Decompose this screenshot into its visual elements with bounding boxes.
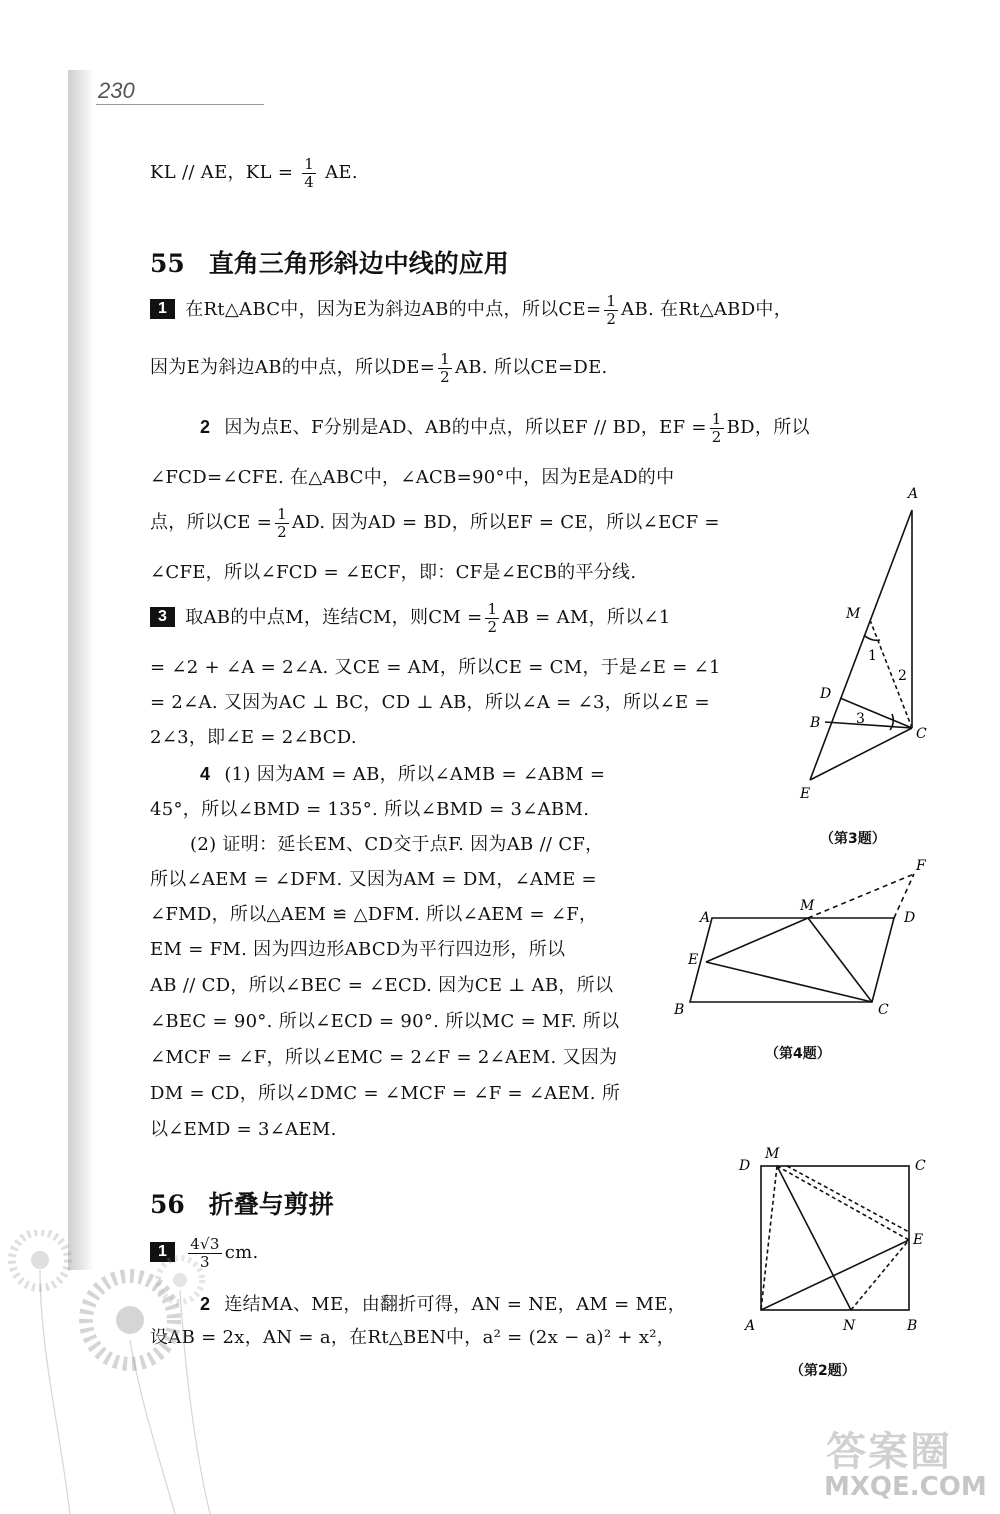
line-N-E xyxy=(851,1240,909,1310)
figure-2-diagram xyxy=(735,1140,935,1340)
fraction-denominator: 2 xyxy=(711,427,722,446)
text-segment: BD，所以 xyxy=(726,417,810,438)
label-D: D xyxy=(739,1158,751,1174)
fraction-denominator: 2 xyxy=(487,617,498,636)
fraction-numerator: 1 xyxy=(304,154,315,173)
answer-4-line-10: DM = CD，所以∠DMC = ∠MCF = ∠F = ∠AEM. 所 xyxy=(150,1083,621,1104)
section-heading: 折叠与剪拼 xyxy=(208,1190,334,1219)
question-badge: 3 xyxy=(150,607,175,627)
figure-3-diagram xyxy=(780,480,960,810)
answer-4-line-4: 所以∠AEM = ∠DFM. 又因为AM = DM，∠AME = xyxy=(150,869,597,890)
text-segment: 取AB的中点M，连结CM，则CM = xyxy=(185,607,483,628)
answer-56-2-line-1 xyxy=(200,1287,686,1322)
question-badge: 1 xyxy=(150,1242,175,1262)
fraction-denominator: 3 xyxy=(200,1252,210,1271)
label-D: D xyxy=(820,686,832,702)
fraction xyxy=(485,601,499,636)
fraction-numerator: 1 xyxy=(487,599,498,618)
fraction xyxy=(275,506,289,541)
answer-4-line-8: ∠BEC = 90°. 所以∠ECD = 90°. 所以MC = MF. 所以 xyxy=(150,1011,620,1032)
answer-4-line-11: 以∠EMD = 3∠AEM. xyxy=(150,1119,337,1140)
answer-3-line-3: = 2∠A. 又因为AC ⊥ BC，CD ⊥ AB，所以∠A = ∠3，所以∠E = xyxy=(150,692,710,713)
page-edge-strip xyxy=(68,70,94,1270)
answer-4-line-1 xyxy=(200,757,605,792)
label-E: E xyxy=(800,786,811,802)
label-B: B xyxy=(907,1318,918,1334)
text-segment: AB. 所以CE=DE. xyxy=(454,357,608,378)
label-angle-3: 3 xyxy=(856,711,865,727)
answer-56-2-line-2: 设AB = 2x，AN = a，在Rt△BEN中，a² = (2x − a)² + x²， xyxy=(150,1327,676,1348)
label-F: F xyxy=(916,858,926,874)
answer-4-line-5: ∠FMD，所以△AEM ≌ △DFM. 所以∠AEM = ∠F， xyxy=(150,904,598,925)
answer-1-line-2 xyxy=(150,350,608,386)
answer-4-line-9: ∠MCF = ∠F，所以∠EMC = 2∠F = 2∠AEM. 又因为 xyxy=(150,1047,618,1068)
answer-4-line-3: (2) 证明：延长EM、CD交于点F. 因为AB // CF， xyxy=(190,834,604,855)
answer-3-line-1 xyxy=(150,600,671,636)
flower-stem xyxy=(180,1290,210,1514)
label-A: A xyxy=(745,1318,756,1334)
label-B: B xyxy=(674,1002,685,1018)
section-number: 56 xyxy=(150,1190,185,1219)
text-segment: AE. xyxy=(325,162,358,183)
section-heading: 直角三角形斜边中线的应用 xyxy=(208,249,509,278)
line-M-F xyxy=(808,874,914,918)
figure-4-caption: （第4题） xyxy=(765,1046,831,1062)
label-M: M xyxy=(846,606,861,622)
text-segment: 在Rt△ABC中，因为E为斜边AB的中点，所以CE= xyxy=(185,299,602,320)
answer-2-line-3 xyxy=(150,505,720,541)
fraction-numerator: 1 xyxy=(277,504,287,523)
header-rule xyxy=(96,104,264,105)
flower-stem xyxy=(40,1270,70,1514)
question-badge: 1 xyxy=(150,299,175,319)
text-segment: (1) 因为AM = AB，所以∠AMB = ∠ABM = xyxy=(224,764,606,785)
answer-3-line-2: = ∠2 + ∠A = 2∠A. 又CE = AM，所以CE = CM，于是∠E = ∠1 xyxy=(150,657,721,678)
text-segment: 点，所以CE = xyxy=(150,512,273,533)
label-C: C xyxy=(916,726,927,742)
section-number: 55 xyxy=(150,249,185,278)
label-D: D xyxy=(904,910,916,926)
label-A: A xyxy=(908,486,919,502)
fraction xyxy=(302,156,316,191)
label-N: N xyxy=(843,1318,856,1334)
fraction-numerator: 1 xyxy=(606,291,617,310)
line-M-A xyxy=(761,1166,777,1310)
fraction-numerator: 1 xyxy=(711,409,722,428)
section-56-title xyxy=(150,1185,334,1221)
fraction xyxy=(438,351,452,386)
label-E: E xyxy=(688,952,699,968)
question-number: 4 xyxy=(200,764,211,784)
fraction-denominator: 2 xyxy=(606,309,617,328)
label-M: M xyxy=(765,1146,780,1162)
answer-4-line-7: AB // CD，所以∠BEC = ∠ECD. 因为CE ⊥ AB，所以 xyxy=(150,975,614,996)
line-A-E xyxy=(810,510,912,780)
answer-2-line-1 xyxy=(200,410,810,446)
label-angle-2: 2 xyxy=(898,668,907,684)
text-segment: AD. 因为AD = BD，所以EF = CE，所以∠ECF = xyxy=(291,512,720,533)
watermark-logo xyxy=(820,1420,995,1510)
fraction-denominator: 2 xyxy=(440,367,450,386)
watermark-title: 答案圈 xyxy=(826,1429,952,1475)
fraction-denominator: 2 xyxy=(277,522,287,541)
answer-4-line-2: 45°，所以∠BMD = 135°. 所以∠BMD = 3∠ABM. xyxy=(150,799,590,820)
flower-stem xyxy=(130,1340,175,1514)
line-E-C xyxy=(810,728,912,780)
label-M: M xyxy=(800,898,815,914)
page-number: 230 xyxy=(98,78,135,103)
answer-3-line-4: 2∠3，即∠E = 2∠BCD. xyxy=(150,727,357,748)
text-segment: 因为E为斜边AB的中点，所以DE= xyxy=(150,357,436,378)
square-ABCD xyxy=(761,1166,909,1310)
angle-1-arc xyxy=(864,635,880,640)
answer-2-line-2: ∠FCD=∠CFE. 在△ABC中，∠ACB=90°中，因为E是AD的中 xyxy=(150,467,675,488)
line-A-E xyxy=(761,1240,909,1310)
fraction xyxy=(710,411,724,446)
label-C: C xyxy=(878,1002,889,1018)
carryover-line xyxy=(150,155,358,191)
fraction-denominator: 4 xyxy=(304,172,315,191)
fraction xyxy=(604,293,618,328)
label-A: A xyxy=(700,910,711,926)
label-C: C xyxy=(915,1158,926,1174)
answer-2-line-4: ∠CFE，所以∠FCD = ∠ECF，即：CF是∠ECB的平分线. xyxy=(150,562,637,583)
text-segment: cm. xyxy=(224,1242,259,1263)
label-angle-1: 1 xyxy=(868,648,877,664)
section-55-title xyxy=(150,244,509,280)
question-number: 2 xyxy=(200,1294,211,1314)
answer-4-line-6: EM = FM. 因为四边形ABCD为平行四边形，所以 xyxy=(150,939,566,960)
figure-3-caption: （第3题） xyxy=(820,831,886,847)
figure-4-diagram xyxy=(670,850,940,1025)
angle-3-arc xyxy=(890,714,893,730)
fraction-numerator: 4√3 xyxy=(190,1234,220,1253)
watermark-url: MXQE.COM xyxy=(824,1472,987,1502)
line-E-M xyxy=(706,918,808,962)
text-segment: AB. 在Rt△ABD中， xyxy=(621,299,793,320)
text-segment: AB = AM，所以∠1 xyxy=(502,607,671,628)
text-segment: KL // AE，KL = xyxy=(150,162,294,183)
fraction-numerator: 1 xyxy=(440,349,450,368)
answer-1-line-1 xyxy=(150,292,792,328)
label-E: E xyxy=(913,1232,924,1248)
text-segment: 因为点E、F分别是AD、AB的中点，所以EF // BD，EF = xyxy=(224,417,707,438)
label-B: B xyxy=(810,715,821,731)
figure-2-caption: （第2题） xyxy=(790,1363,856,1379)
flower-illustration xyxy=(0,1230,250,1514)
text-segment: 连结MA、ME，由翻折可得，AN = NE，AM = ME， xyxy=(224,1294,687,1315)
question-number: 2 xyxy=(200,417,211,437)
